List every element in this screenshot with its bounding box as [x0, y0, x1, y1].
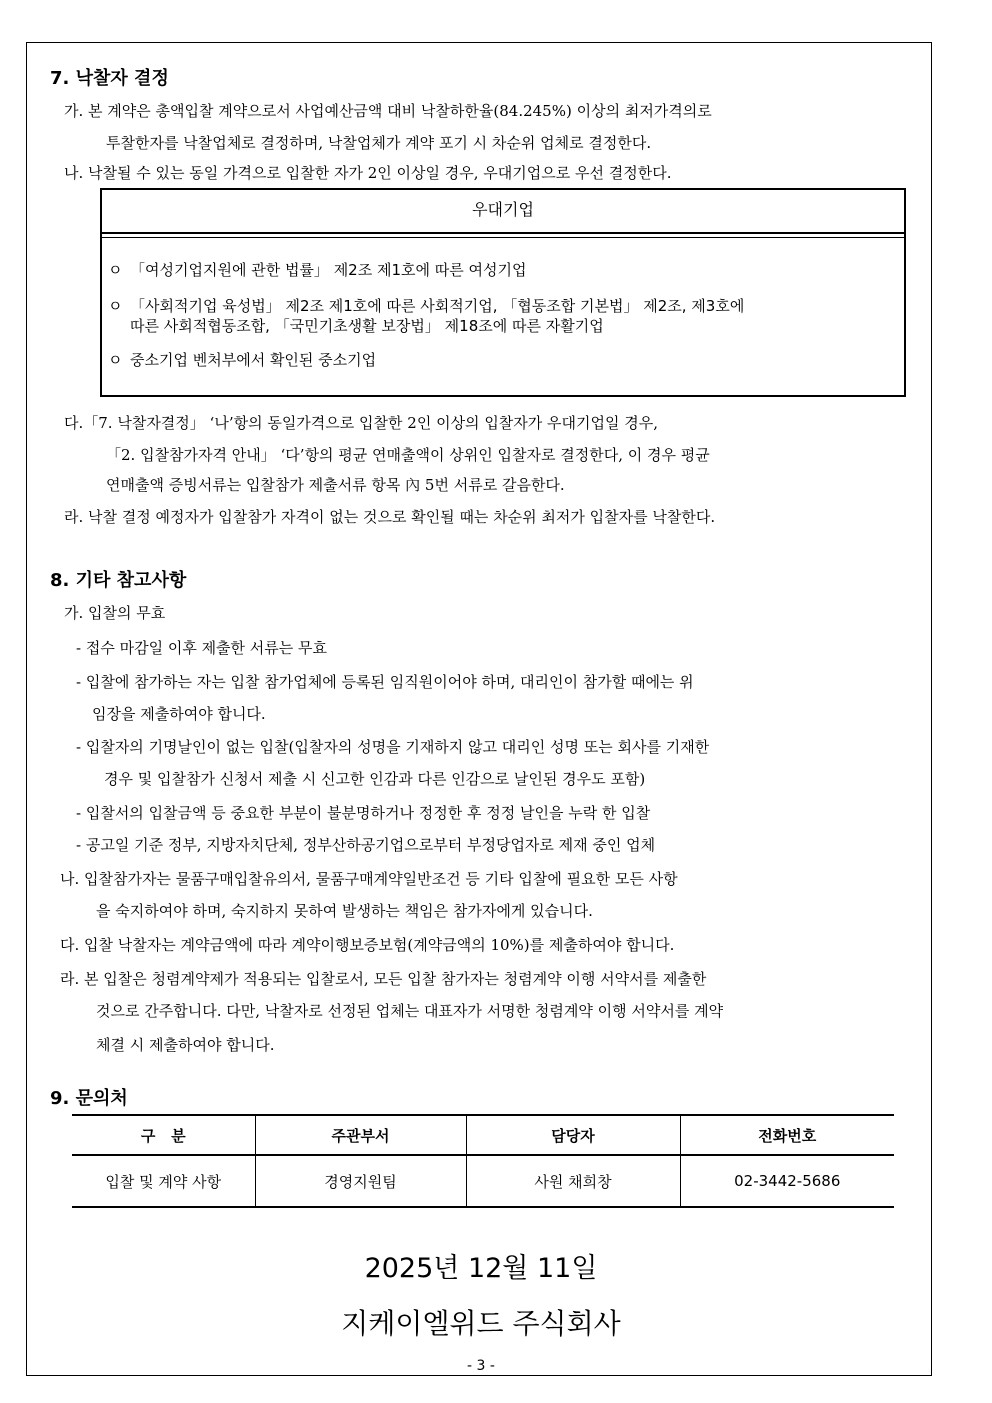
- col-header-department: 주관부서: [255, 1115, 466, 1155]
- s7-ra-line: 라. 낙찰 결정 예정자가 입찰참가 자격이 없는 것으로 확인될 때는 차순위 최저가 입찰자를 낙찰한다.: [64, 508, 716, 526]
- s8-ra-line3: 체결 시 제출하여야 합니다.: [96, 1036, 275, 1054]
- s8-dash3-line1: - 입찰자의 기명날인이 없는 입찰(입찰자의 성명을 기재하지 않고 대리인 성명 또는 회사를 기재한: [76, 738, 710, 756]
- inquiry-table: [72, 1114, 894, 1208]
- document-date: 2025년 12월 11일: [364, 1253, 598, 1284]
- s7-da-line2: 「2. 입찰참가자격 안내」 ‘다’항의 평균 연매출액이 상위인 입찰자로 결정한다, 이 경우 평균: [106, 446, 710, 464]
- s7-da-line1: 다.「7. 낙찰자결정」 ‘나’항의 동일가격으로 입찰한 2인 이상의 입찰자가 우대기업일 경우,: [64, 414, 659, 432]
- s7-da-line3: 연매출액 증빙서류는 입찰참가 제출서류 항목 內 5번 서류로 갈음한다.: [106, 476, 565, 494]
- s8-dash5: - 공고일 기준 정부, 지방자치단체, 정부산하공기업으로부터 부정당업자로 제재 중인 업체: [76, 836, 656, 854]
- page-number: - 3 -: [467, 1358, 495, 1374]
- section8-title: 8. 기타 참고사항: [50, 570, 187, 591]
- company-name: 지케이엘위드 주식회사: [341, 1307, 621, 1340]
- box-item: ㅇ 중소기업 벤처부에서 확인된 중소기업: [108, 351, 377, 369]
- s8-da-line: 다. 입찰 낙찰자는 계약금액에 따라 계약이행보증보험(계약금액의 10%)를 제출하여야 합니다.: [60, 936, 675, 954]
- s8-ra-line1: 라. 본 입찰은 청렴계약제가 적용되는 입찰로서, 모든 입찰 참가자는 청렴계약 이행 서약서를 제출한: [60, 970, 707, 988]
- s8-dash2-line1: - 입찰에 참가하는 자는 입찰 참가업체에 등록된 임직원이어야 하며, 대리인이 참가할 때에는 위: [76, 673, 694, 691]
- s8-dash2-line2: 임장을 제출하여야 합니다.: [92, 705, 266, 723]
- s8-na-line1: 나. 입찰참가자는 물품구매입찰유의서, 물품구매계약일반조건 등 기타 입찰에 필요한 모든 사항: [60, 870, 678, 888]
- cell-category: 입찰 및 계약 사항: [72, 1155, 255, 1207]
- table-header-row: [72, 1115, 894, 1155]
- section7-title: 7. 낙찰자 결정: [50, 68, 169, 89]
- section9-title: 9. 문의처: [50, 1088, 128, 1109]
- s8-dash3-line2: 경우 및 입찰참가 신청서 제출 시 신고한 인감과 다른 인감으로 날인된 경우도 포함): [104, 770, 646, 788]
- s8-ga-title: 가. 입찰의 무효: [64, 604, 166, 622]
- box-item: ㅇ 「사회적기업 육성법」 제2조 제1호에 따른 사회적기업, 「협동조합 기본법」 제2조, 제3호에 따른 사회적협동조합, 「국민기초생활 보장법」 제18조에 따른 자활기업: [108, 297, 745, 335]
- s8-na-line2: 을 숙지하여야 하며, 숙지하지 못하여 발생하는 책임은 참가자에게 있습니다.: [96, 902, 593, 920]
- col-header-category: 구 분: [72, 1115, 255, 1155]
- box-divider: [102, 234, 904, 238]
- s8-dash1: - 접수 마감일 이후 제출한 서류는 무효: [76, 639, 328, 657]
- box-item: ㅇ 「여성기업지원에 관한 법률」 제2조 제1호에 따른 여성기업: [108, 261, 527, 279]
- s7-ga-line2: 투찰한자를 낙찰업체로 결정하며, 낙찰업체가 계약 포기 시 차순위 업체로 결정한다.: [106, 134, 652, 152]
- cell-department: 경영지원팀: [255, 1155, 466, 1207]
- col-header-phone: 전화번호: [680, 1115, 894, 1155]
- s7-ga-line1: 가. 본 계약은 총액입찰 계약으로서 사업예산금액 대비 낙찰하한율(84.245%) 이상의 최저가격의로: [64, 102, 712, 120]
- col-header-contact-person: 담당자: [466, 1115, 680, 1155]
- cell-phone: 02-3442-5686: [680, 1155, 894, 1207]
- table-row: [72, 1155, 894, 1207]
- cell-contact-person: 사원 채희창: [466, 1155, 680, 1207]
- s7-na-line: 나. 낙찰될 수 있는 동일 가격으로 입찰한 자가 2인 이상일 경우, 우대기업으로 우선 결정한다.: [64, 164, 672, 182]
- preferred-company-box: [100, 188, 906, 397]
- s8-ra-line2: 것으로 간주합니다. 다만, 낙찰자로 선정된 업체는 대표자가 서명한 청렴계약 이행 서약서를 계약: [96, 1002, 724, 1020]
- s8-dash4: - 입찰서의 입찰금액 등 중요한 부분이 불분명하거나 정정한 후 정정 날인을 누락 한 입찰: [76, 804, 651, 822]
- preferred-box-title: 우대기업: [102, 190, 904, 234]
